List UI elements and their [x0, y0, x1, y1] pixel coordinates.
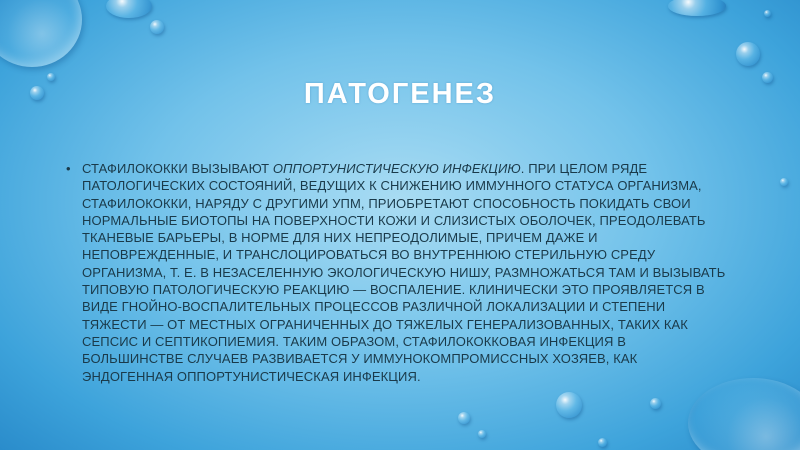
bullet-marker: •: [66, 161, 71, 176]
slide-title: ПАТОГЕНЕЗ: [303, 78, 497, 110]
bullet-emphasis: ОППОРТУНИСТИЧЕСКУЮ ИНФЕКЦИЮ: [272, 161, 521, 176]
water-drop-decoration: [458, 412, 470, 424]
bullet-text-after: . ПРИ ЦЕЛОМ РЯДЕ ПАТОЛОГИЧЕСКИХ СОСТОЯНИЙ, ВЕДУЩИХ К СНИЖЕНИЮ ИММУННОГО СТАТУСА ОРГАНИЗМА, СТАФИЛОКОККИ, НАРЯДУ С ДРУГИМИ УПМ, ПРИОБРЕТАЮТ СПОСОБНОСТЬ ПОКИДАТЬ СВОИ НОРМАЛЬНЫЕ БИОТОПЫ НА ПОВЕРХНОСТИ КОЖИ И СЛИЗИСТЫХ ОБОЛОЧЕК, ПРЕОДОЛЕВАТЬ ТКАНЕВЫЕ БАРЬЕРЫ, В НОРМЕ ДЛЯ НИХ НЕПРЕОДОЛИМЫЕ, ПРИЧЕМ ДАЖЕ И НЕПОВРЕЖДЕННЫЕ, И ТРАНСЛОЦИРОВАТЬСЯ ВО ВНУТРЕННЮЮ СТЕРИЛЬНУЮ СРЕДУ ОРГАНИЗМА, Т. Е. В НЕЗАСЕЛЕННУЮ ЭКОЛОГИЧЕСКУЮ НИШУ, РАЗМНОЖАТЬСЯ ТАМ И ВЫЗЫВАТЬ ТИПОВУЮ ПАТОЛОГИЧЕСКУЮ РЕАКЦИЮ — ВОСПАЛЕНИЕ. КЛИНИЧЕСКИ ЭТО ПРОЯВЛЯЕТСЯ В ВИДЕ ГНОЙНО-ВОСПАЛИТЕЛЬНЫХ ПРОЦЕССОВ РАЗЛИЧНОЙ ЛОКАЛИЗАЦИИ И СТЕПЕНИ ТЯЖЕСТИ — ОТ МЕСТНЫХ ОГРАНИЧЕННЫХ ДО ТЯЖЕЛЫХ ГЕНЕРАЛИЗОВАННЫХ, ТАКИХ КАК СЕПСИС И СЕПТИКОПИЕМИЯ. ТАКИМ ОБРАЗОМ, СТАФИЛОКОККОВАЯ ИНФЕКЦИЯ В БОЛЬШИНСТВЕ СЛУЧАЕВ РАЗВИВАЕТСЯ У ИММУНОКОМПРОМИССНЫХ ХОЗЯЕВ, КАК ЭНДОГЕННАЯ ОППОРТУНИСТИЧЕСКАЯ ИНФЕКЦИЯ.: [82, 161, 726, 384]
water-drop-decoration: [736, 42, 760, 66]
water-drop-decoration: [668, 0, 726, 16]
water-drop-decoration: [650, 398, 661, 409]
bullet-paragraph: [82, 160, 726, 385]
water-drop-decoration: [598, 438, 607, 447]
water-drop-decoration: [0, 0, 82, 67]
water-drop-decoration: [478, 430, 486, 438]
water-drop-decoration: [764, 10, 771, 17]
water-drop-decoration: [150, 20, 164, 34]
slide-body: [66, 160, 726, 385]
water-drop-decoration: [780, 178, 788, 186]
water-drop-decoration: [556, 392, 582, 418]
water-drop-decoration: [688, 378, 800, 450]
bullet-text-before: СТАФИЛОКОККИ ВЫЗЫВАЮТ: [82, 161, 273, 176]
bullet-item: [66, 160, 726, 385]
water-drop-decoration: [106, 0, 152, 18]
